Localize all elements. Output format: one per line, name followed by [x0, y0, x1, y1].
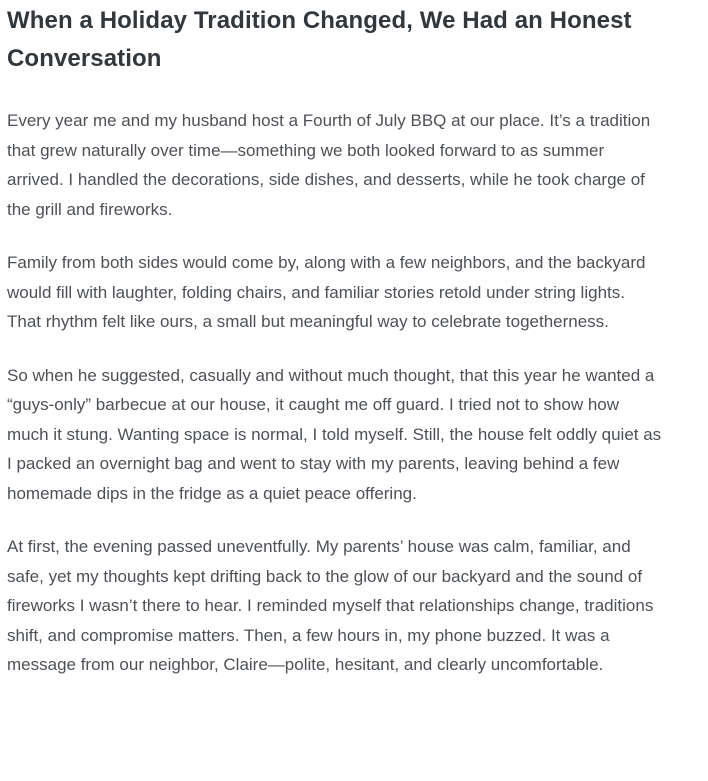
article-title: When a Holiday Tradition Changed, We Had an Honest Conversation	[7, 7, 632, 72]
article-paragraph-3: So when he suggested, casually and without much thought, that this year he wanted a “guys-only” barbecue at our house, it caught me off guard. I tried not to show how much it stung. Wanting space is normal, I told myself. Still, the house felt oddly quiet as I packed an overnight bag and went to stay with my parents, leaving behind a few homemade dips in the fridge as a quiet peace offering.	[7, 365, 662, 503]
article-paragraph-1: Every year me and my husband host a Fourth of July BBQ at our place. It’s a tradition that grew naturally over time—something we both looked forward to as summer arrived. I handled the decorations, side dishes, and desserts, while he took charge of the grill and fireworks.	[7, 111, 651, 219]
article-paragraph-4: At first, the evening passed uneventfully. My parents’ house was calm, familiar, and safe, yet my thoughts kept drifting back to the glow of our backyard and the sound of fireworks I wasn’t there to hear. I reminded myself that relationships change, traditions shift, and compromise matters. Then, a few hours in, my phone buzzed. It was a message from our neighbor, Claire—polite, hesitant, and clearly uncomfortable.	[7, 537, 654, 674]
article-paragraph-2: Family from both sides would come by, along with a few neighbors, and the backyard would fill with laughter, folding chairs, and familiar stories retold under string lights. That rhythm felt like ours, a small but meaningful way to celebrate togetherness.	[7, 253, 646, 331]
